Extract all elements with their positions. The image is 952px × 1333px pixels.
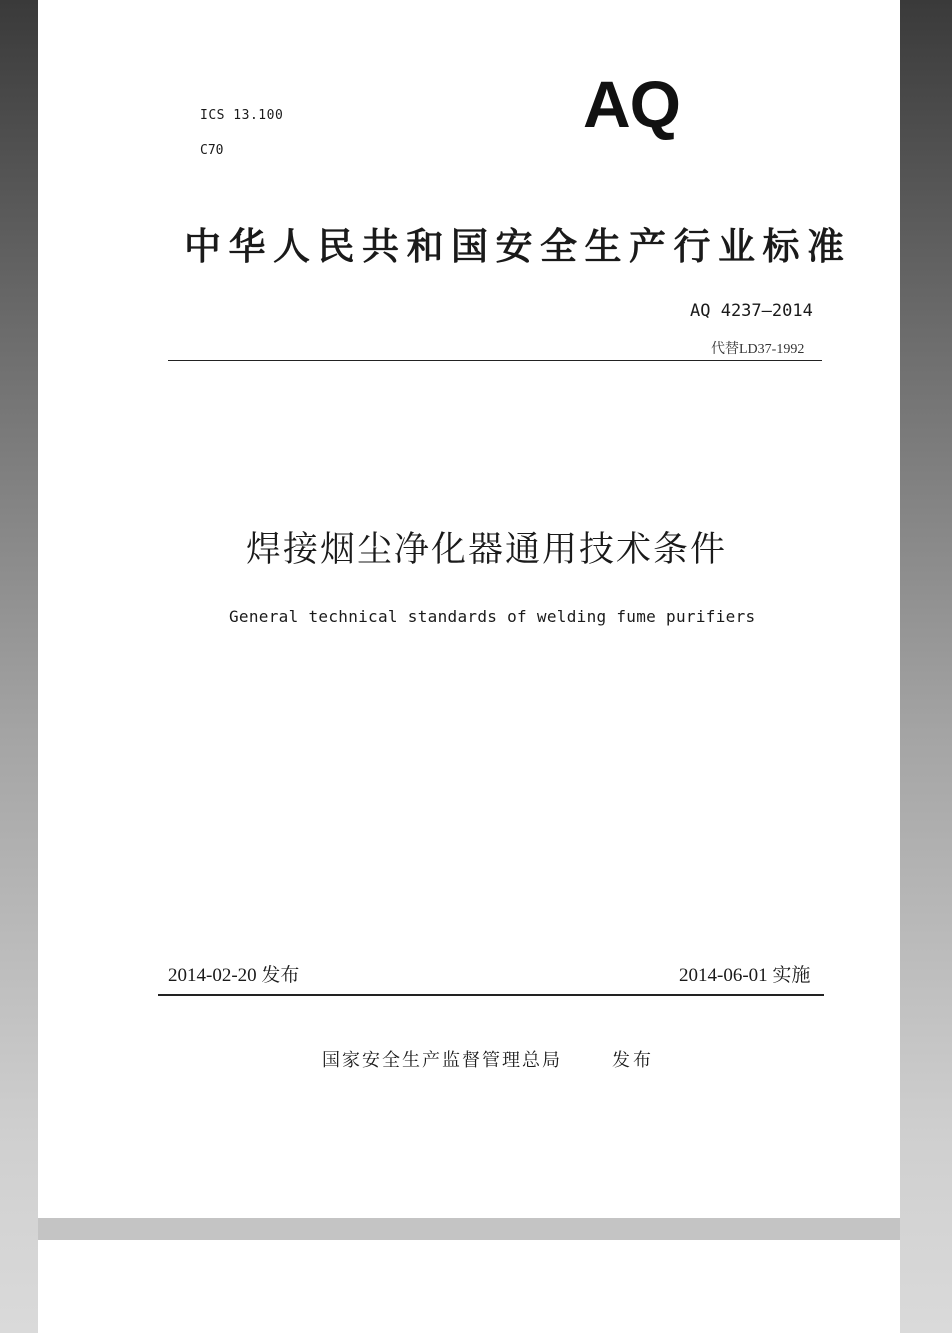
document-title-cn: 焊接烟尘净化器通用技术条件 xyxy=(246,530,728,570)
issue-date: 2014-02-20 发布 xyxy=(168,965,300,986)
next-document-page xyxy=(38,1240,900,1333)
standard-category-title: 中华人民共和国安全生产行业标准 xyxy=(184,225,852,268)
publisher-name: 国家安全生产监督管理总局 xyxy=(322,1050,562,1071)
document-title-en: General technical standards of welding fume purifiers xyxy=(229,607,756,626)
document-page xyxy=(38,0,900,1218)
replaces-note: 代替LD37-1992 xyxy=(711,342,805,357)
publish-label: 发布 xyxy=(612,1050,654,1071)
implementation-date: 2014-06-01 实施 xyxy=(679,965,811,986)
aq-logo: AQ xyxy=(583,67,680,141)
standard-number: AQ 4237—2014 xyxy=(690,301,813,321)
classification-code: C70 xyxy=(200,143,224,158)
footer-divider xyxy=(158,994,824,996)
viewer-right-margin xyxy=(900,0,952,1333)
header-divider xyxy=(168,360,822,361)
ics-code: ICS 13.100 xyxy=(200,108,284,123)
page-gap xyxy=(38,1218,900,1240)
viewer-left-margin xyxy=(0,0,38,1333)
